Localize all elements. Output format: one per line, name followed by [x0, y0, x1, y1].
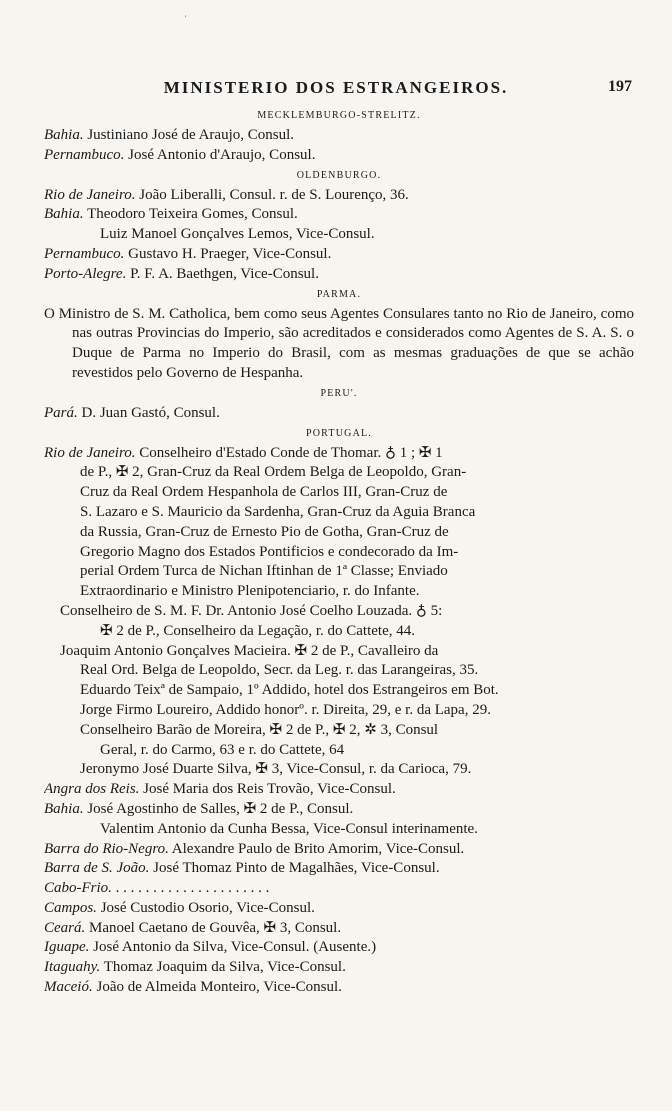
- list-item: [44, 938, 634, 958]
- entry-place: Bahia.: [44, 800, 84, 817]
- portugal-staff-list: [44, 602, 634, 780]
- document-body: [44, 106, 634, 998]
- entry-text: Valentim Antonio da Cunha Bessa, Vice-Consul interinamente.: [100, 820, 478, 837]
- entry-text: Jeronymo José Duarte Silva, ✠ 3, Vice-Consul, r. da Carioca, 79.: [80, 761, 472, 778]
- list-item: [44, 879, 634, 899]
- entry-place: Pará.: [44, 404, 78, 421]
- entry-place: Rio de Janeiro.: [44, 186, 136, 203]
- entry-text: Joaquim Antonio Gonçalves Macieira. ✠ 2 de P., Cavalleiro da: [60, 642, 439, 659]
- entry-text: Jorge Firmo Loureiro, Addido honorº. r. Direita, 29, e r. da Lapa, 29.: [80, 701, 491, 718]
- mecklemburgo-list: [44, 126, 634, 166]
- entry-text: Conselheiro Barão de Moreira, ✠ 2 de P., ✠ 2, ✲ 3, Consul: [80, 721, 439, 738]
- list-item: [44, 444, 634, 464]
- section-heading-parma: PARMA.: [316, 288, 362, 300]
- entry-text: Justiniano José de Araujo, Consul.: [83, 127, 295, 143]
- entry-text: Manoel Caetano de Gouvêa, ✠ 3, Consul.: [85, 919, 342, 936]
- list-item: [44, 483, 634, 503]
- list-item: [44, 760, 634, 780]
- list-item: [44, 661, 634, 681]
- list-item: [44, 543, 634, 563]
- entry-place: Rio de Janeiro.: [44, 444, 136, 461]
- entry-place: Campos.: [44, 899, 97, 916]
- entry-text: João de Almeida Monteiro, Vice-Consul.: [92, 979, 342, 996]
- page-header: [40, 78, 632, 100]
- page-title: MINISTERIO DOS ESTRANGEIROS.: [163, 78, 509, 97]
- entry-place: Itaguahy.: [44, 959, 101, 976]
- entry-place: Pernambuco.: [44, 245, 125, 262]
- list-item: [44, 840, 634, 860]
- list-item: [44, 523, 634, 543]
- list-item: [44, 859, 634, 879]
- entry-text: S. Lazaro e S. Mauricio da Sardenha, Gran-Cruz da Aguia Branca: [80, 503, 476, 520]
- entry-place: Pernambuco.: [44, 146, 125, 163]
- entry-place: Ceará.: [44, 919, 86, 936]
- list-item: [44, 503, 634, 523]
- list-item: [44, 602, 634, 622]
- entry-text: de P., ✠ 2, Gran-Cruz da Real Ordem Belga de Leopoldo, Gran-: [80, 464, 467, 481]
- list-item: [44, 780, 634, 800]
- entry-text: Real Ord. Belga de Leopoldo, Secr. da Leg. r. das Larangeiras, 35.: [80, 662, 479, 679]
- list-item: [44, 146, 634, 166]
- entry-text: José Antonio da Silva, Vice-Consul. (Ausente.): [89, 939, 377, 956]
- entry-text: José Thomaz Pinto de Magalhães, Vice-Consul.: [149, 860, 440, 877]
- entry-text: Gustavo H. Praeger, Vice-Consul.: [124, 245, 332, 262]
- entry-place: Iguape.: [44, 939, 90, 956]
- entry-text: Eduardo Teixª de Sampaio, 1º Addido, hotel dos Estrangeiros em Bot.: [80, 682, 499, 699]
- list-item: [44, 741, 634, 761]
- entry-text: ✠ 2 de P., Conselheiro da Legação, r. do Cattete, 44.: [100, 622, 415, 639]
- section-heading-oldenburgo: OLDENBURGO.: [296, 169, 382, 181]
- entry-place: Bahia.: [44, 206, 84, 223]
- list-item: [44, 701, 634, 721]
- entry-text: Geral, r. do Carmo, 63 e r. do Cattete, 64: [100, 741, 345, 758]
- entry-text: José Antonio d'Araujo, Consul.: [124, 146, 316, 163]
- entry-text: D. Juan Gastó, Consul.: [77, 404, 220, 421]
- list-item: [44, 642, 634, 662]
- entry-text: Cruz da Real Ordem Hespanhola de Carlos III, Gran-Cruz de: [80, 484, 448, 501]
- list-item: [44, 820, 634, 840]
- list-item: [44, 463, 634, 483]
- entry-text: Alexandre Paulo de Brito Amorim, Vice-Consul.: [168, 840, 465, 857]
- entry-text: José Agostinho de Salles, ✠ 2 de P., Consul.: [83, 800, 354, 817]
- ink-speck: ': [185, 14, 187, 23]
- entry-place: Porto-Alegre.: [44, 265, 127, 282]
- list-item: [44, 681, 634, 701]
- list-item: [44, 958, 634, 978]
- entry-place: Cabo-Frio.: [44, 880, 112, 897]
- list-item: [44, 265, 634, 285]
- entry-text: perial Ordem Turca de Nichan Iftinhan de 1ª Classe; Enviado: [80, 563, 448, 580]
- entry-place: Barra de S. João.: [44, 860, 150, 877]
- entry-text: P. F. A. Baethgen, Vice-Consul.: [126, 265, 319, 282]
- entry-place: Barra do Rio-Negro.: [44, 840, 169, 857]
- entry-text: da Russia, Gran-Cruz de Ernesto Pio de Gotha, Gran-Cruz de: [80, 523, 449, 540]
- entry-text: José Maria dos Reis Trovão, Vice-Consul.: [139, 781, 396, 798]
- entry-text: Theodoro Teixeira Gomes, Consul.: [83, 206, 298, 223]
- entry-text: Gregorio Magno dos Estados Pontificios e condecorado da Im-: [80, 543, 459, 560]
- entry-text: João Liberalli, Consul. r. de S. Lourenço, 36.: [135, 186, 409, 203]
- entry-text: Conselheiro de S. M. F. Dr. Antonio José Coelho Louzada. ♁ 5:: [60, 602, 443, 619]
- list-item: [44, 562, 634, 582]
- entry-place: Maceió.: [44, 979, 93, 996]
- list-item: [44, 800, 634, 820]
- entry-place: Angra dos Reis.: [44, 781, 140, 798]
- list-item: [44, 721, 634, 741]
- list-item: [44, 978, 634, 998]
- section-heading-peru: PERU'.: [320, 387, 358, 399]
- list-item: [44, 205, 634, 225]
- entry-text: Luiz Manoel Gonçalves Lemos, Vice-Consul.: [100, 226, 375, 243]
- entry-text: Thomaz Joaquim da Silva, Vice-Consul.: [100, 959, 346, 976]
- entry-place: Bahia.: [44, 127, 84, 143]
- peru-entry: [44, 404, 634, 424]
- parma-paragraph: O Ministro de S. M. Catholica, bem como seus Agentes Consulares tanto no Rio de Janeiro, como nas outras Provincias do Imperio, são acreditados e considerados como Agentes de S. A. S. o Duque de Parma no Imperio do Brasil, com as mesmas graduações de que se achão revestidos pelo Governo de Hespanha.: [44, 305, 634, 381]
- entry-text: Conselheiro d'Estado Conde de Thomar. ♁ 1 ; ✠ 1: [135, 444, 443, 461]
- list-item: [44, 186, 634, 206]
- entry-text: José Custodio Osorio, Vice-Consul.: [96, 899, 315, 916]
- portugal-rio-entry: [44, 444, 634, 602]
- section-heading-mecklemburgo: MECKLEMBURGO-STRELITZ.: [257, 110, 421, 121]
- list-item: [44, 622, 634, 642]
- entry-text: . . . . . . . . . . . . . . . . . . . . .: [111, 880, 270, 897]
- portugal-provinces-list: [44, 780, 634, 998]
- page-number: 197: [608, 78, 632, 95]
- list-item: [44, 582, 634, 602]
- list-item: [44, 919, 634, 939]
- section-heading-portugal: PORTUGAL.: [305, 427, 373, 439]
- list-item: [44, 225, 634, 245]
- list-item: [44, 245, 634, 265]
- oldenburgo-list: [44, 186, 634, 285]
- list-item: [44, 899, 634, 919]
- entry-text: Extraordinario e Ministro Plenipotenciario, r. do Infante.: [80, 583, 420, 600]
- list-item: [44, 126, 634, 146]
